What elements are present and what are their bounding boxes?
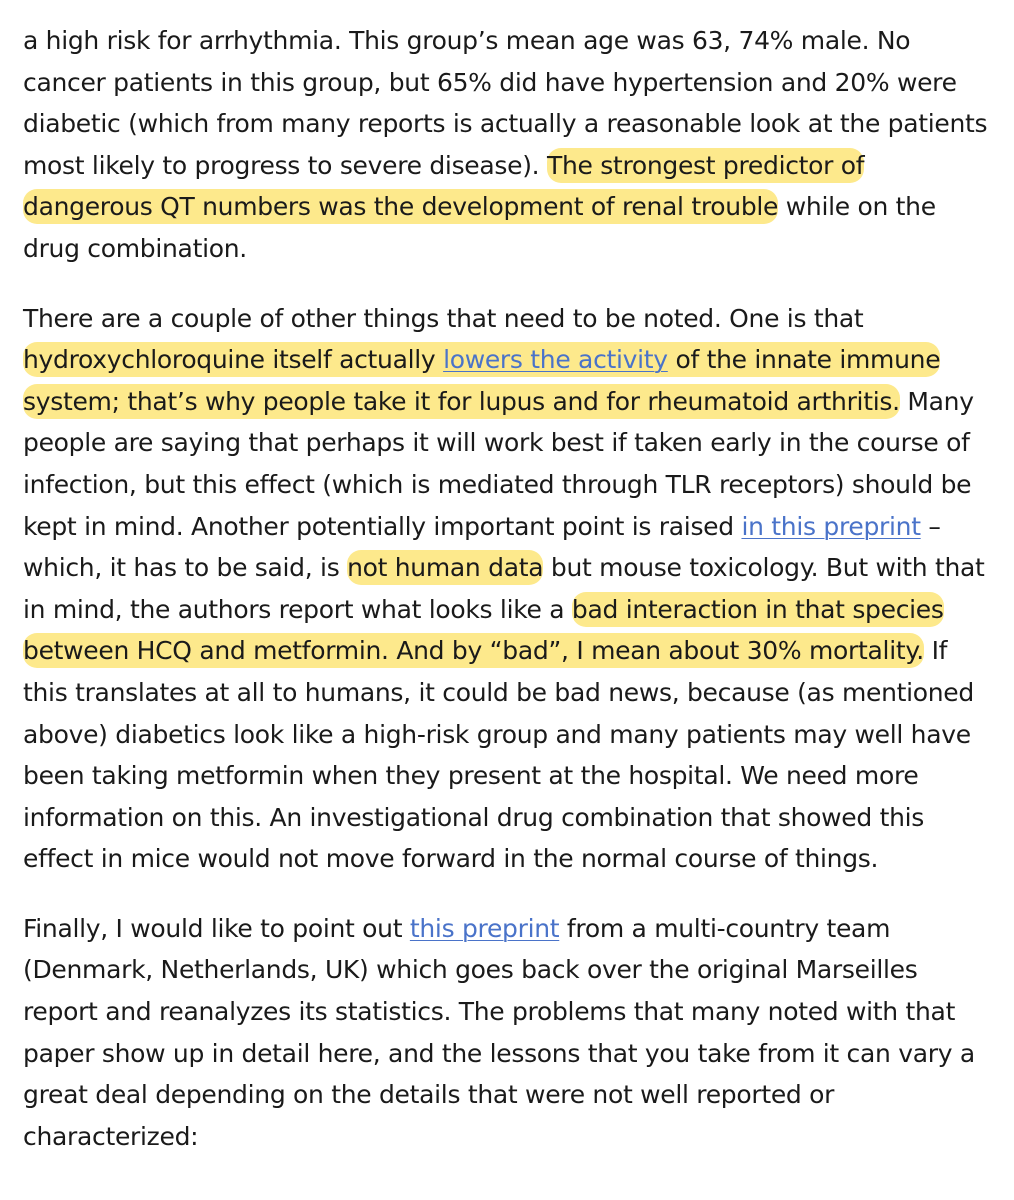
paragraph-text: – which, it has to be said, is <box>23 511 941 583</box>
paragraph-text: There are a couple of other things that need to be noted. One is that <box>23 303 864 333</box>
paragraph-text: Many people are saying that perhaps it will work best if taken early in the course of infection, but this effect (which is mediated through TLR receptors) should be kept in mind. Another potentially important point is raised <box>23 386 974 541</box>
paragraph-2 <box>23 298 991 880</box>
paragraph-text: a high risk for arrhythmia. This group’s mean age was 63, 74% male. No cancer patients in this group, but 65% did have hypertension and 20% were diabetic (which from many reports is actually a reasonable look at the patients most likely to progress to severe disease). <box>23 26 988 180</box>
paragraph-3 <box>23 908 991 1158</box>
highlight-text: of the innate immune system; that’s why people take it for lupus and for rheumatoid arthritis. <box>23 345 941 416</box>
highlight: not human data <box>347 550 543 585</box>
highlight: The strongest predictor of dangerous QT numbers was the development of renal trouble <box>23 148 864 225</box>
paragraph-text: from a multi-country team (Denmark, Netherlands, UK) which goes back over the original Marseilles report and reanalyzes its statistics. The problems that many noted with that paper show up in detail here, and the lessons that you take from it can vary a great deal depending on the details that were not well reported or characterized: <box>23 913 975 1151</box>
paragraph-text: while on the drug combination. <box>23 192 936 263</box>
paragraph-text: If this translates at all to humans, it could be bad news, because (as mentioned above) diabetics look like a high-risk group and many patients may well have been taking metformin when they present at the hospital. We need more information on this. An investigational drug combination that showed this effect in mice would not move forward in the normal course of things. <box>23 636 974 874</box>
paragraph-text: but mouse toxicology. But with that in mind, the authors report what looks like a <box>23 553 985 624</box>
paragraph-1 <box>23 20 991 270</box>
article-body <box>23 20 991 1185</box>
highlight <box>23 342 940 419</box>
paragraph-text: Finally, I would like to point out <box>23 913 410 943</box>
this-preprint-link[interactable]: this preprint <box>409 913 560 943</box>
in-this-preprint-link[interactable]: in this preprint <box>741 511 921 541</box>
lowers-the-activity-link[interactable]: lowers the activity <box>443 345 668 375</box>
highlight: bad interaction in that species between HCQ and metformin. And by “bad”, I mean about 30% mortality. <box>23 592 944 669</box>
highlight-text: hydroxychloroquine itself actually <box>23 345 444 375</box>
